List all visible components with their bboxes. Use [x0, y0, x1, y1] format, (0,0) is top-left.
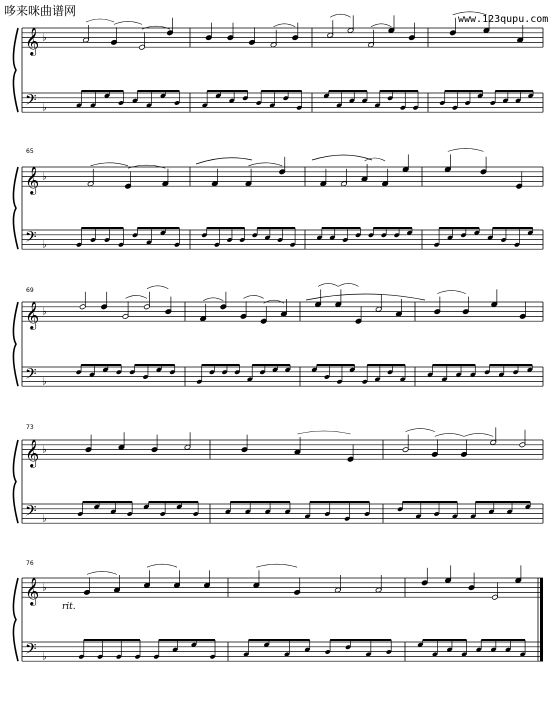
site-name: 哆来咪曲谱网: [4, 4, 77, 18]
bass-clef: 𝄢: [25, 365, 37, 387]
key-flat: ♭: [42, 102, 47, 114]
key-flat: ♭: [42, 171, 47, 183]
slur: [435, 433, 464, 436]
slur: [318, 283, 338, 286]
slur: [448, 148, 484, 151]
slur: [147, 286, 168, 289]
slur: [87, 571, 117, 574]
measure-number-69: 69: [26, 287, 34, 294]
brace: [13, 302, 18, 386]
slur: [244, 295, 264, 298]
key-flat: ♭: [42, 651, 47, 663]
slur: [147, 564, 177, 567]
slur: [203, 298, 223, 301]
tie: [196, 158, 252, 164]
site-url: www.123qupu.com: [458, 14, 549, 25]
measure-number-65: 65: [26, 148, 34, 155]
bass-clef: 𝄢: [25, 640, 37, 662]
slur: [86, 19, 114, 22]
slur: [91, 163, 128, 166]
slur: [256, 564, 297, 567]
key-flat: ♭: [42, 513, 47, 525]
brace: [13, 167, 18, 249]
treble-clef: 𝄞: [25, 439, 40, 468]
slur: [126, 295, 147, 298]
final-barline-thick: [540, 578, 543, 661]
key-flat: ♭: [42, 376, 47, 388]
slur: [453, 12, 487, 15]
treble-clef: 𝄞: [25, 301, 40, 330]
slur: [114, 21, 142, 24]
slur: [338, 283, 358, 286]
slur: [437, 291, 466, 294]
expression-rit: rit.: [62, 602, 76, 612]
brace: [13, 28, 18, 112]
slur: [371, 24, 391, 27]
slur: [330, 14, 350, 17]
tie: [306, 294, 425, 300]
measure-number-76: 76: [26, 560, 34, 567]
slur: [298, 431, 351, 434]
measure-number-73: 73: [26, 424, 34, 431]
treble-clef: 𝄞: [25, 27, 40, 56]
brace: [13, 440, 18, 523]
slur: [464, 433, 493, 436]
slur: [249, 163, 283, 166]
treble-clef: 𝄞: [25, 577, 40, 606]
key-flat: ♭: [42, 306, 47, 318]
slur: [274, 24, 296, 27]
key-flat: ♭: [42, 444, 47, 456]
bass-clef: 𝄢: [25, 91, 37, 113]
bass-clef: 𝄢: [25, 502, 37, 524]
slur: [406, 429, 435, 432]
brace: [13, 578, 18, 661]
key-flat: ♭: [42, 239, 47, 251]
key-flat: ♭: [42, 582, 47, 594]
bass-clef: 𝄢: [25, 228, 37, 250]
tie: [312, 155, 372, 160]
treble-clef: 𝄞: [25, 166, 40, 195]
key-flat: ♭: [42, 32, 47, 44]
